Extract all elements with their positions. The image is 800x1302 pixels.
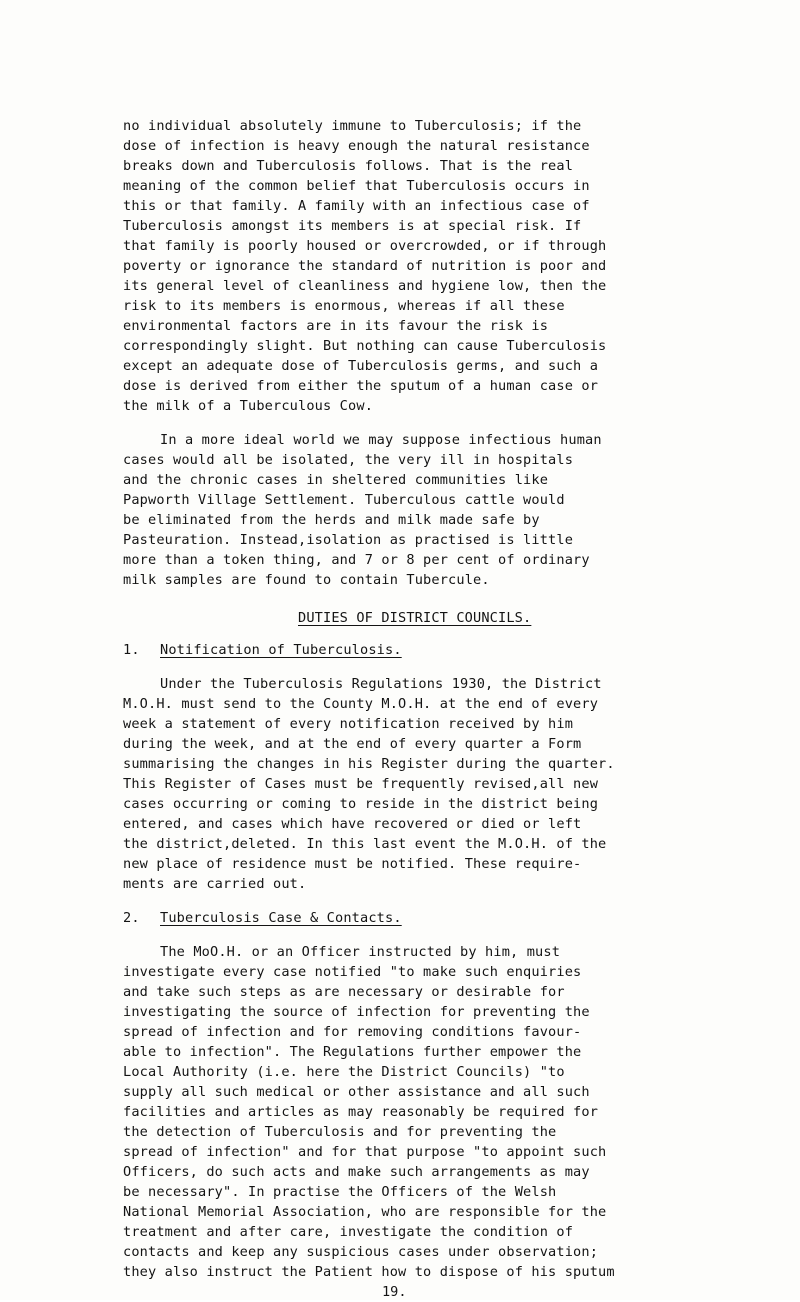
text-line: dose of infection is heavy enough the natural resistance <box>123 138 590 154</box>
text-line: breaks down and Tuberculosis follows. That is the real <box>123 158 574 174</box>
text-line: correspondingly slight. But nothing can cause Tuberculosis <box>123 338 607 354</box>
text-line: dose is derived from either the sputum of a human case or <box>123 378 599 394</box>
text-line: its general level of cleanliness and hygiene low, then the <box>123 278 607 294</box>
section-heading-duties: DUTIES OF DISTRICT COUNCILS. <box>298 610 532 626</box>
text-line: Papworth Village Settlement. Tuberculous cattle would <box>123 492 565 508</box>
text-line: entered, and cases which have recovered or died or left <box>123 816 582 832</box>
text-line: except an adequate dose of Tuberculosis germs, and such a <box>123 358 599 374</box>
text-line: investigating the source of infection for preventing the <box>123 1004 590 1020</box>
text-line: milk samples are found to contain Tubercule. <box>123 572 490 588</box>
text-line: Officers, do such acts and make such arrangements as may <box>123 1164 590 1180</box>
text-line: spread of infection and for removing conditions favour- <box>123 1024 582 1040</box>
text-line: summarising the changes in his Register during the quarter. <box>123 756 615 772</box>
section-number: 2. <box>123 910 140 926</box>
text-line: the detection of Tuberculosis and for preventing the <box>123 1124 557 1140</box>
text-line: risk to its members is enormous, whereas if all these <box>123 298 565 314</box>
text-line: able to infection". The Regulations further empower the <box>123 1044 582 1060</box>
text-line: poverty or ignorance the standard of nutrition is poor and <box>123 258 607 274</box>
page-number: 19. <box>382 1284 407 1300</box>
text-line: spread of infection" and for that purpose "to appoint such <box>123 1144 607 1160</box>
text-line: environmental factors are in its favour the risk is <box>123 318 549 334</box>
text-line: that family is poorly housed or overcrowded, or if through <box>123 238 607 254</box>
text-line: during the week, and at the end of every quarter a Form <box>123 736 582 752</box>
text-line: Tuberculosis amongst its members is at special risk. If <box>123 218 582 234</box>
text-line: the milk of a Tuberculous Cow. <box>123 398 374 414</box>
text-line: and take such steps as are necessary or desirable for <box>123 984 565 1000</box>
text-line: meaning of the common belief that Tuberculosis occurs in <box>123 178 590 194</box>
section-number: 1. <box>123 642 140 658</box>
text-line: no individual absolutely immune to Tuberculosis; if the <box>123 118 582 134</box>
text-line: investigate every case notified "to make such enquiries <box>123 964 582 980</box>
text-line: National Memorial Association, who are responsible for the <box>123 1204 607 1220</box>
section-title: Notification of Tuberculosis. <box>160 642 402 658</box>
text-line: be necessary". In practise the Officers of the Welsh <box>123 1184 557 1200</box>
text-line: and the chronic cases in sheltered communities like <box>123 472 549 488</box>
text-line: ments are carried out. <box>123 876 307 892</box>
text-line: Pasteuration. Instead,isolation as practised is little <box>123 532 574 548</box>
text-line: The MoO.H. or an Officer instructed by him, must <box>160 944 561 960</box>
text-line: Local Authority (i.e. here the District Councils) "to <box>123 1064 565 1080</box>
text-line: This Register of Cases must be frequently revised,all new <box>123 776 599 792</box>
text-line: contacts and keep any suspicious cases under observation; <box>123 1244 599 1260</box>
text-line: cases would all be isolated, the very ill in hospitals <box>123 452 574 468</box>
text-line: week a statement of every notification received by him <box>123 716 574 732</box>
text-line: be eliminated from the herds and milk made safe by <box>123 512 540 528</box>
text-line: treatment and after care, investigate the condition of <box>123 1224 574 1240</box>
text-line: facilities and articles as may reasonably be required for <box>123 1104 599 1120</box>
text-line: they also instruct the Patient how to dispose of his sputum <box>123 1264 615 1280</box>
text-line: cases occurring or coming to reside in the district being <box>123 796 599 812</box>
text-line: the district,deleted. In this last event the M.O.H. of the <box>123 836 607 852</box>
text-line: new place of residence must be notified. These require- <box>123 856 582 872</box>
text-line: more than a token thing, and 7 or 8 per cent of ordinary <box>123 552 590 568</box>
text-line: this or that family. A family with an infectious case of <box>123 198 590 214</box>
text-line: supply all such medical or other assistance and all such <box>123 1084 590 1100</box>
section-title: Tuberculosis Case & Contacts. <box>160 910 402 926</box>
text-line: In a more ideal world we may suppose infectious human <box>160 432 602 448</box>
text-line: M.O.H. must send to the County M.O.H. at the end of every <box>123 696 599 712</box>
text-line: Under the Tuberculosis Regulations 1930, the District <box>160 676 602 692</box>
